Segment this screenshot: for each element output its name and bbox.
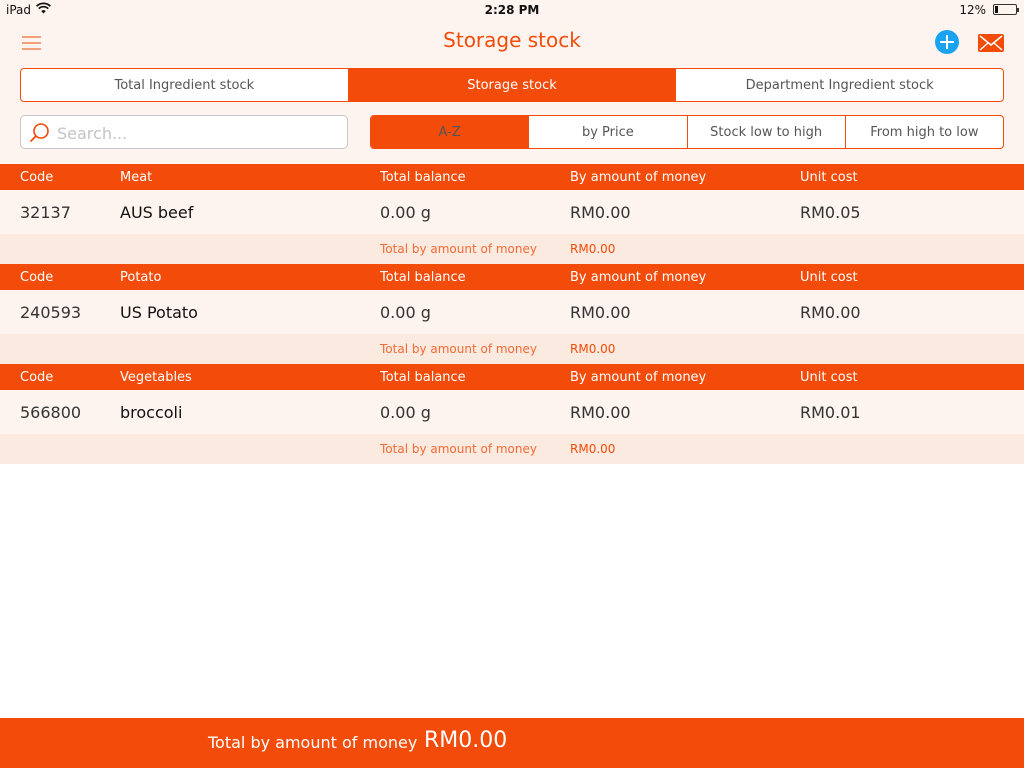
sort-a-z[interactable]: A-Z (371, 116, 528, 148)
stock-table (0, 164, 1024, 464)
item-amount: RM0.00 (570, 202, 631, 222)
code-header: Code (20, 369, 54, 385)
sort-from-high-to-low[interactable]: From high to low (845, 116, 1003, 148)
search-box (20, 115, 348, 149)
amount-header: By amount of money (570, 369, 707, 385)
item-code: 240593 (20, 302, 82, 322)
footer-total-value: RM0.00 (424, 728, 508, 753)
item-unit-cost: RM0.01 (800, 402, 861, 422)
sort-stock-low-to-high[interactable]: Stock low to high (687, 116, 845, 148)
group-total-label: Total by amount of money (380, 342, 537, 356)
balance-header: Total balance (380, 169, 466, 185)
group-header (0, 364, 1024, 390)
footer-total-bar (0, 718, 1024, 768)
group-total-row (0, 234, 1024, 264)
sort-options (370, 115, 1004, 149)
item-unit-cost: RM0.05 (800, 202, 861, 222)
amount-header: By amount of money (570, 269, 707, 285)
battery-icon (993, 4, 1017, 15)
table-row[interactable] (0, 290, 1024, 334)
table-row[interactable] (0, 390, 1024, 434)
item-name: broccoli (120, 402, 183, 422)
mail-icon[interactable] (978, 34, 1004, 52)
sort-by-price[interactable]: by Price (528, 116, 686, 148)
item-amount: RM0.00 (570, 402, 631, 422)
item-code: 566800 (20, 402, 82, 422)
group-total-value: RM0.00 (570, 242, 616, 256)
amount-header: By amount of money (570, 169, 707, 185)
page-title: Storage stock (443, 28, 581, 52)
table-row[interactable] (0, 190, 1024, 234)
top-area (0, 0, 1024, 164)
balance-header: Total balance (380, 369, 466, 385)
category-header: Potato (120, 269, 162, 285)
item-code: 32137 (20, 202, 71, 222)
device-label: iPad (6, 3, 32, 17)
tab-storage-stock[interactable]: Storage stock (348, 69, 676, 101)
tab-total-ingredient-stock[interactable]: Total Ingredient stock (114, 77, 255, 93)
tab-department-ingredient-stock[interactable]: Department Ingredient stock (675, 69, 1003, 101)
group-total-row (0, 334, 1024, 364)
plus-icon[interactable] (935, 30, 959, 54)
category-header: Vegetables (120, 369, 192, 385)
search-input[interactable] (55, 122, 339, 144)
group-header (0, 164, 1024, 190)
group-total-label: Total by amount of money (380, 442, 537, 456)
item-unit-cost: RM0.00 (800, 302, 861, 322)
item-balance: 0.00 g (380, 202, 431, 222)
item-name: US Potato (120, 302, 198, 322)
unit-cost-header: Unit cost (800, 269, 858, 285)
battery-percent: 12% (959, 3, 986, 17)
stock-tabs (20, 68, 1004, 102)
code-header: Code (20, 169, 54, 185)
code-header: Code (20, 269, 54, 285)
unit-cost-header: Unit cost (800, 369, 858, 385)
search-icon (29, 122, 51, 148)
status-time: 2:28 PM (484, 3, 540, 17)
group-total-row (0, 434, 1024, 464)
group-total-label: Total by amount of money (380, 242, 537, 256)
unit-cost-header: Unit cost (800, 169, 858, 185)
category-header: Meat (120, 169, 153, 185)
item-balance: 0.00 g (380, 302, 431, 322)
footer-total-label: Total by amount of money (208, 733, 418, 752)
balance-header: Total balance (380, 269, 466, 285)
group-header (0, 264, 1024, 290)
status-bar (0, 0, 1024, 20)
group-total-value: RM0.00 (570, 342, 616, 356)
item-amount: RM0.00 (570, 302, 631, 322)
item-balance: 0.00 g (380, 402, 431, 422)
group-total-value: RM0.00 (570, 442, 616, 456)
item-name: AUS beef (120, 202, 194, 222)
